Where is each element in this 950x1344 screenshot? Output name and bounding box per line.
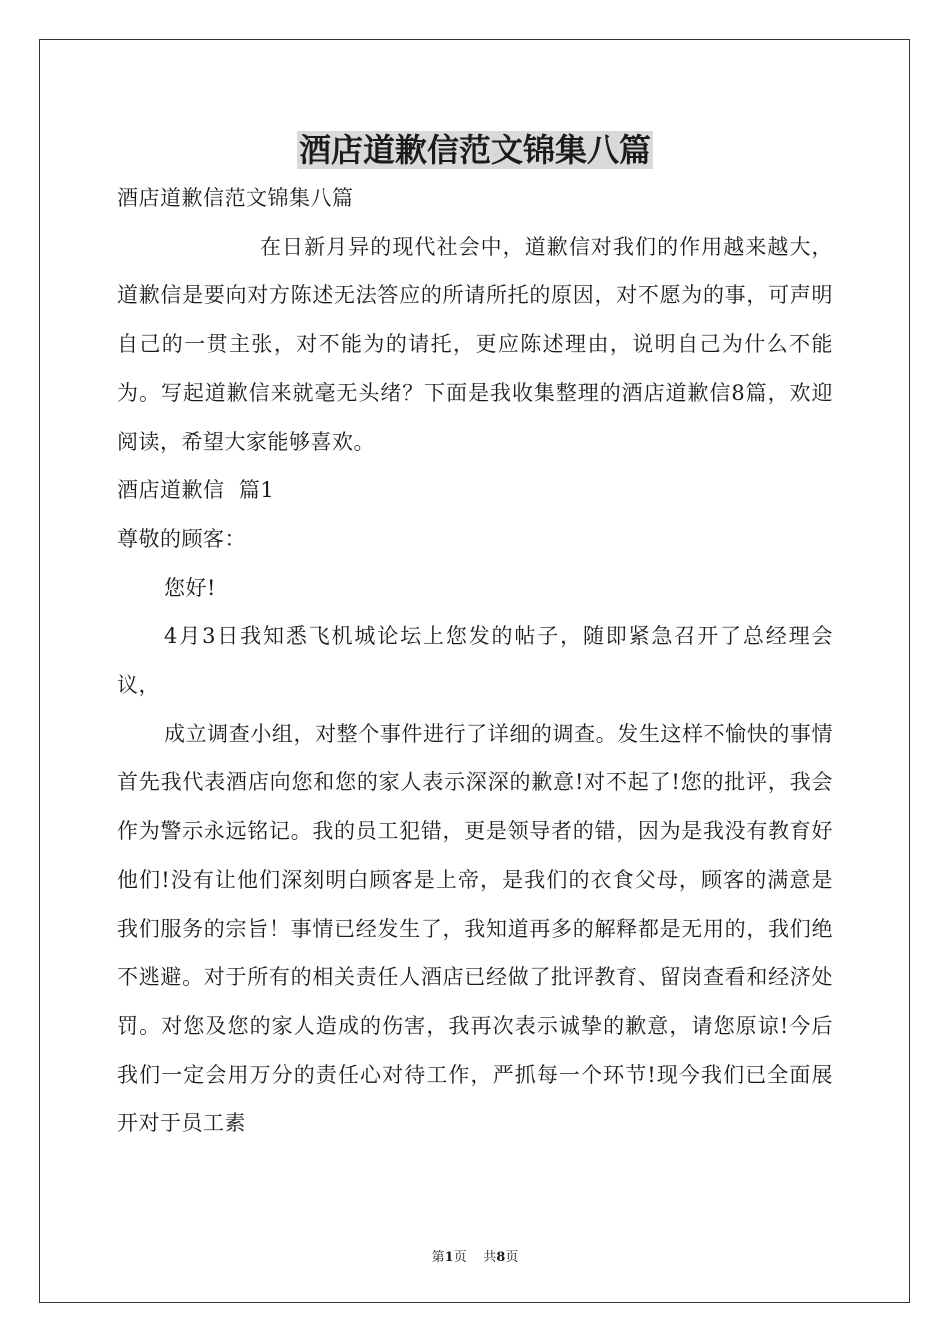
- section-heading: 酒店道歉信 篇1: [117, 478, 275, 503]
- page-suffix: 页: [453, 1250, 467, 1265]
- greeting: 您好!: [164, 575, 216, 600]
- document-body: [117, 174, 833, 1148]
- document-title-text: 酒店道歉信范文锦集八篇: [298, 131, 651, 169]
- page-prefix: 第: [431, 1250, 445, 1265]
- page-number: 1: [444, 1250, 454, 1265]
- salutation: 尊敬的顾客：: [117, 526, 246, 551]
- page-footer: [0, 1246, 950, 1265]
- body-paragraph-1: 4月3日我知悉飞机城论坛上您发的帖子，随即紧急召开了总经理会议，: [117, 624, 833, 698]
- total-pages: 8: [496, 1250, 506, 1265]
- intro-paragraph: 在日新月异的现代社会中，道歉信对我们的作用越来越大，道歉信是要向对方陈述无法答应的所请所托的原因，对不愿为的事，可声明自己的一贯主张，对不能为的请托，更应陈述理由，说明自己为什么不能为。写起道歉信来就毫无头绪？下面是我收集整理的酒店道歉信8篇，欢迎阅读，希望大家能够喜欢。: [117, 234, 833, 454]
- total-suffix: 页: [505, 1250, 519, 1265]
- document-title: [0, 126, 950, 174]
- total-prefix: 共: [483, 1250, 497, 1265]
- body-paragraph-2: 成立调查小组，对整个事件进行了详细的调查。发生这样不愉快的事情首先我代表酒店向您和您的家人表示深深的歉意!对不起了!您的批评，我会作为警示永远铭记。我的员工犯错，更是领导者的错，因为是我没有教育好他们!没有让他们深刻明白顾客是上帝，是我们的衣食父母，顾客的满意是我们服务的宗旨！事情已经发生了，我知道再多的解释都是无用的，我们绝不逃避。对于所有的相关责任人酒店已经做了批评教育、留岗查看和经济处罚。对您及您的家人造成的伤害，我再次表示诚挚的歉意，请您原谅!今后我们一定会用万分的责任心对待工作，严抓每一个环节!现今我们已全面展开对于员工素: [117, 721, 833, 1136]
- document-subtitle: 酒店道歉信范文锦集八篇: [117, 186, 354, 210]
